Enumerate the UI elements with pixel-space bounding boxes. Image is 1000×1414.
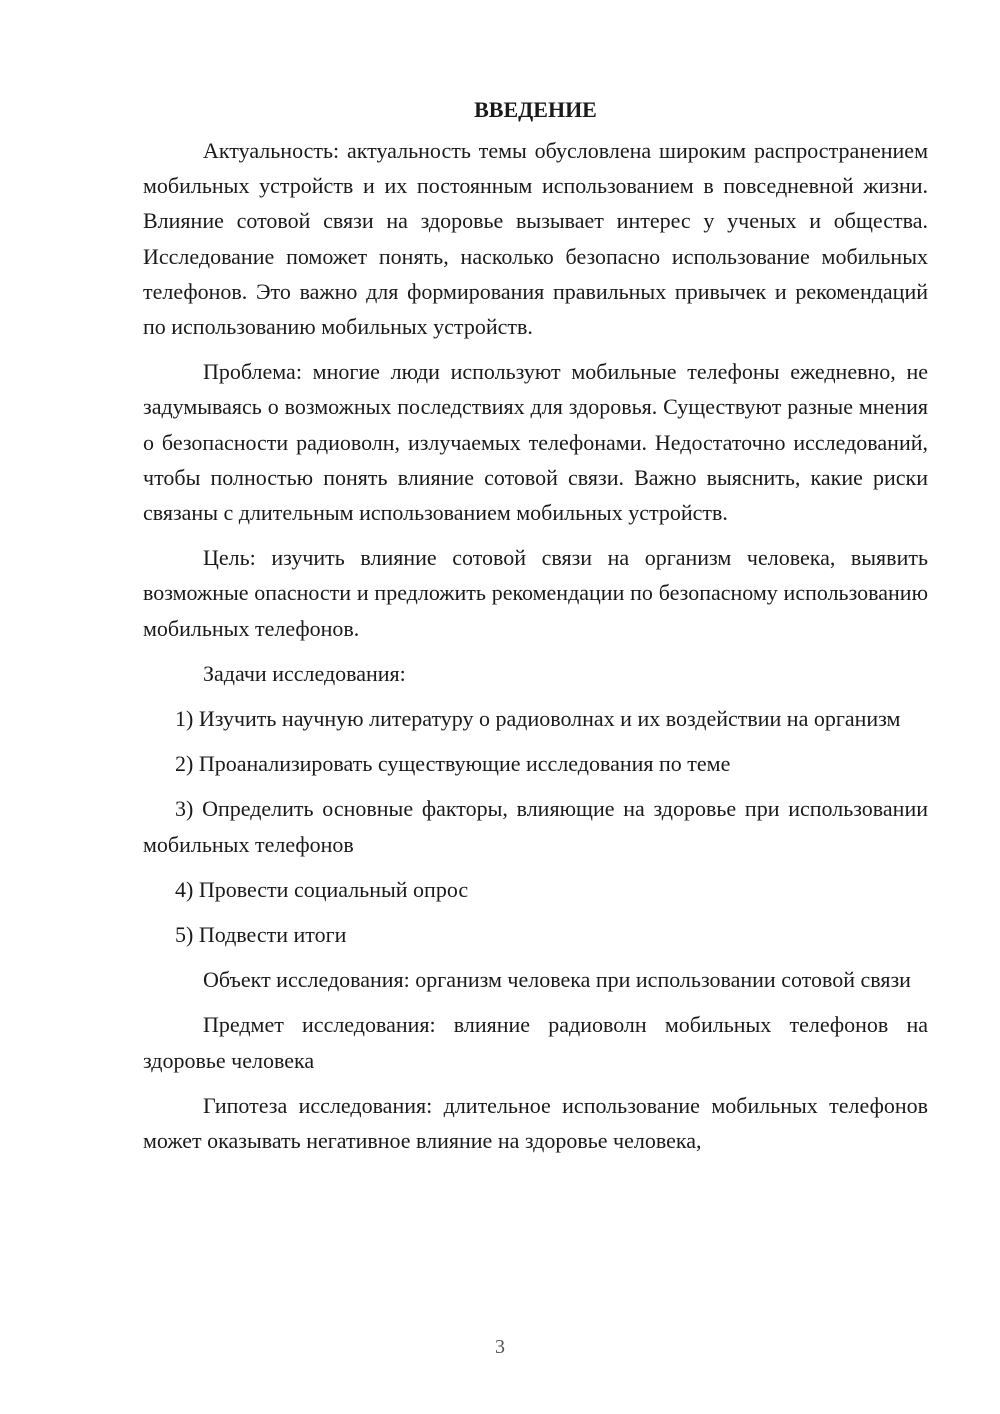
tasks-list — [143, 701, 928, 952]
paragraph-object: Объект исследования: организм человека при использовании сотовой связи — [203, 967, 911, 993]
document-page — [143, 92, 928, 1168]
task-item: 5) Подвести итоги — [175, 922, 347, 948]
task-item: 2) Проанализировать существующие исследования по теме — [175, 751, 731, 777]
paragraph-problem: Проблема: многие люди используют мобильные телефоны ежедневно, не задумываясь о возможных последствиях для здоровья. Существуют разные мнения о безопасности радиоволн, излучаемых телефонами. Недостаточно исследований, чтобы полностью понять влияние сотовой связи. Важно выяснить, какие риски связаны с длительным использованием мобильных устройств. — [143, 359, 928, 526]
section-heading: ВВЕДЕНИЕ — [474, 97, 597, 122]
task-item: 1) Изучить научную литературу о радиоволнах и их воздействии на организм — [175, 706, 901, 732]
task-item: 3) Определить основные факторы, влияющие на здоровье при использовании мобильных телефонов — [143, 796, 928, 857]
paragraph-goal: Цель: изучить влияние сотовой связи на организм человека, выявить возможные опасности и предложить рекомендации по безопасному использованию мобильных телефонов. — [143, 545, 928, 641]
task-item: 4) Провести социальный опрос — [175, 876, 469, 902]
page-number: 3 — [495, 1336, 505, 1358]
tasks-title: Задачи исследования: — [203, 660, 406, 686]
paragraph-subject: Предмет исследования: влияние радиоволн мобильных телефонов на здоровье человека — [143, 1012, 928, 1073]
paragraph-hypothesis: Гипотеза исследования: длительное использование мобильных телефонов может оказывать негативное влияние на здоровье человека, — [143, 1092, 928, 1154]
paragraph-relevance: Актуальность: актуальность темы обусловлена широким распространением мобильных устройств и их постоянным использованием в повседневной жизни. Влияние сотовой связи на здоровье вызывает интерес у ученых и общества. Исследование поможет понять, насколько безопасно использование мобильных телефонов. Это важно для формирования правильных привычек и рекомендаций по использованию мобильных устройств. — [143, 138, 928, 340]
